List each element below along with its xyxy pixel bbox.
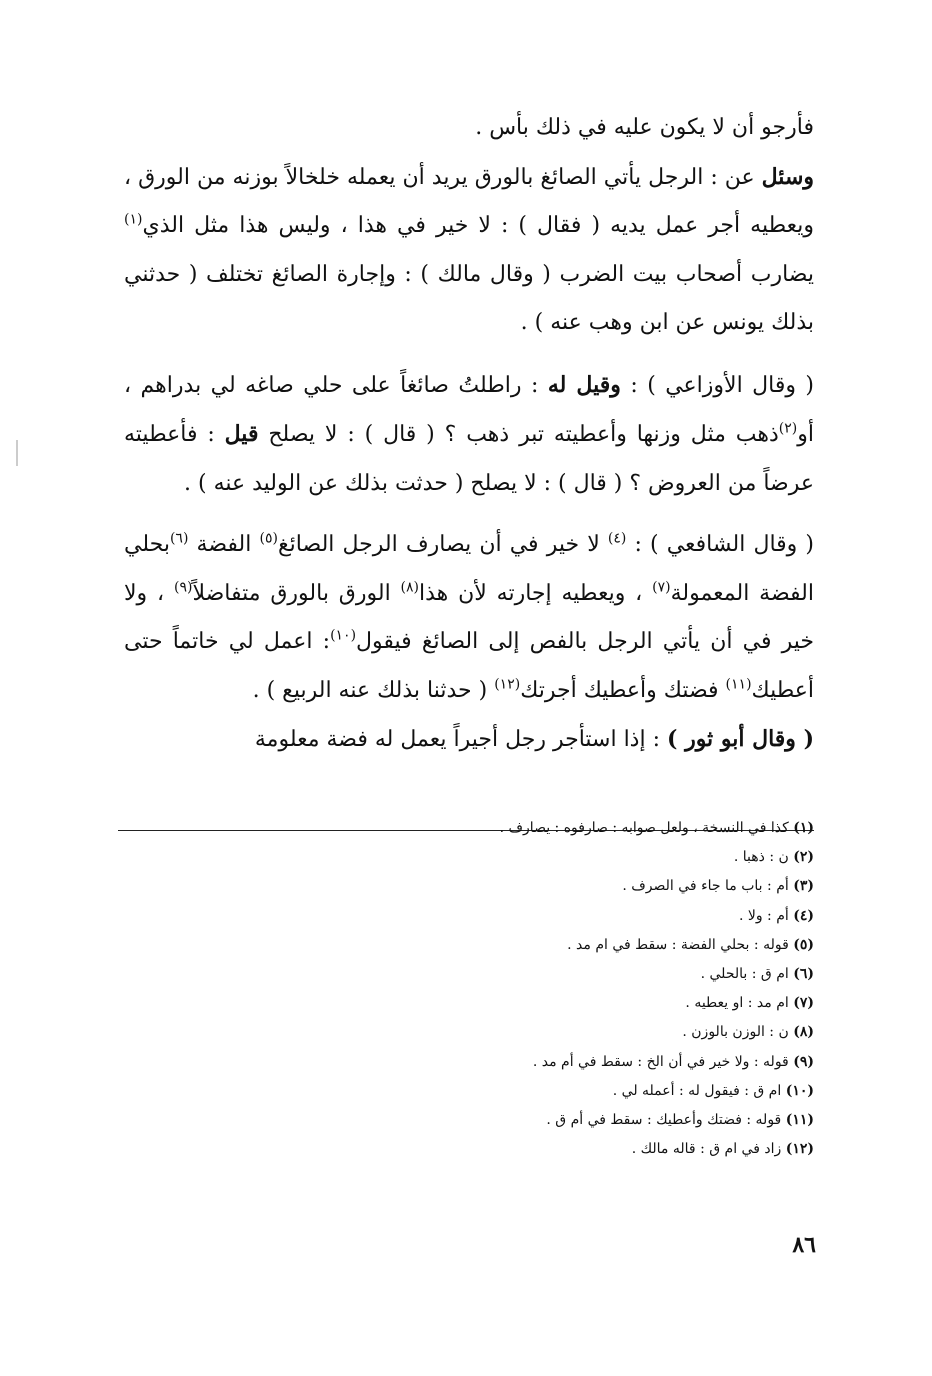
paragraph-gap — [124, 508, 814, 521]
text-run: : راطلتُ صائغاً على حلي صاغه لي بدراهم ، أو — [124, 372, 814, 447]
text-run: بحلي الفضة المعمولة — [124, 532, 814, 606]
footnote-item — [118, 902, 814, 931]
footnote-number: (٦) — [793, 966, 814, 983]
footnote-item — [118, 1077, 814, 1106]
text-run: ( حدثنا بذلك عنه الربيع ) . — [252, 677, 495, 703]
text-run: الفضة — [188, 532, 260, 557]
bold-text: وقيل له — [547, 371, 621, 398]
footnote-marker: (٨) — [400, 579, 419, 596]
footnote-text: ام ق : فيقول له : أعمله لي . — [612, 1082, 782, 1099]
footnote-text: ام مد : او يعطيه . — [685, 995, 789, 1012]
main-text — [124, 104, 814, 765]
text-run: : فأعطيته عرضاً من العروض ؟ ( قال ) : لا يصلح ( حدثت بذلك عن الوليد عنه ) . — [124, 422, 814, 496]
footnote-item — [118, 1106, 814, 1135]
footnote-marker: (١١) — [725, 676, 752, 693]
footnote-marker: (١٠) — [330, 627, 357, 644]
footnote-number: (٥) — [793, 936, 814, 953]
footnote-item — [118, 1048, 814, 1077]
footnote-text: كذا في النسخة ، ولعل صوابه : صارفوه : يصارف . — [499, 820, 789, 836]
footnote-number: (١٠) — [785, 1082, 814, 1099]
text-run: فأرجو أن لا يكون عليه في ذلك بأس . — [475, 115, 814, 140]
bold-text: وسئل — [761, 163, 814, 190]
footnote-text: زاد في ام ق : قاله مالك . — [631, 1141, 782, 1158]
footnote-item — [118, 1135, 814, 1164]
paragraph-p3 — [124, 361, 814, 509]
footnote-item — [118, 931, 814, 960]
text-run: عن : الرجل يأتي الصائغ بالورق يريد أن يعمله خلخالاً بوزنه من الورق ، ويعطيه أجر عمل يديه ( فقال ) : لا خير في هذا ، وليس هذا مثل الذي — [124, 164, 814, 238]
footnote-number: (٣) — [793, 878, 814, 895]
paragraph-gap — [124, 348, 814, 361]
footnote-marker: (٢) — [778, 420, 798, 437]
paragraph-p5 — [124, 715, 814, 765]
footnote-number: (٩) — [793, 1053, 814, 1070]
text-run: ( وقال الأوزاعي ) : — [620, 372, 815, 398]
footnote-item — [118, 960, 814, 989]
footnote-marker: (٦) — [169, 530, 189, 547]
bold-text: ( وقال أبو ثور ) — [667, 726, 814, 752]
footnote-text: ن : الوزن بالوزن . — [682, 1024, 789, 1041]
text-run: ، ولا خير في أن يأتي الرجل بالفص إلى الصائغ فيقول — [124, 580, 814, 654]
bold-text: قيل — [224, 421, 259, 447]
footnotes — [118, 814, 814, 1164]
text-run: : اعمل لي خاتماً حتى أعطيك — [124, 629, 814, 703]
footnote-text: أم : ولا . — [738, 907, 789, 924]
footnote-item — [118, 989, 814, 1018]
footnote-text: قوله : فضتك وأعطيك : سقط في أم ق . — [546, 1112, 782, 1129]
footnote-text: ن : ذهبا . — [733, 849, 789, 866]
text-run: ذهب مثل وزنها وأعطيته تبر ذهب ؟ ( قال ) : لا يصلح — [258, 422, 779, 447]
footnote-number: (٨) — [793, 1024, 814, 1041]
text-run: الورق بالورق متفاضلاً — [192, 580, 401, 606]
footnote-number: (١١) — [785, 1112, 814, 1129]
scan-mark — [16, 440, 18, 466]
footnote-text: أم : باب ما جاء في الصرف . — [622, 878, 789, 895]
text-run: فضتك وأعطيك أجرتك — [520, 677, 726, 703]
footnote-number: (٤) — [793, 907, 814, 924]
footnote-marker: (٤) — [607, 530, 627, 547]
footnote-number: (١٢) — [785, 1141, 814, 1158]
text-run: : إذا استأجر رجل أجيراً يعمل له فضة معلومة — [254, 727, 667, 752]
footnote-marker: (١) — [124, 211, 143, 228]
text-run: ( وقال الشافعي ) : — [626, 532, 814, 557]
footnote-number: (٢) — [793, 849, 814, 866]
text-run: ، ويعطيه إجارته لأن هذا — [419, 580, 653, 606]
footnote-text: ام ق : بالحلي . — [700, 966, 789, 983]
footnote-text: قوله : ولا خير في أن الخ : سقط في أم مد . — [532, 1053, 789, 1070]
footnote-marker: (٧) — [652, 579, 671, 596]
footnote-item — [118, 814, 814, 843]
footnote-text: قوله : بحلي الفضة : سقط في ام مد . — [567, 936, 789, 953]
page-number: ٨٦ — [792, 1232, 816, 1258]
footnote-marker: (٩) — [173, 579, 193, 596]
paragraph-p2 — [124, 153, 814, 348]
footnote-number: (١) — [793, 820, 814, 836]
footnote-number: (٧) — [793, 995, 814, 1012]
paragraph-p4 — [124, 521, 814, 715]
text-run: لا خير في أن يصارف الرجل الصائغ — [277, 532, 608, 557]
footnote-item — [118, 872, 814, 901]
footnote-marker: (٥) — [259, 530, 278, 547]
footnote-item — [118, 843, 814, 872]
footnote-marker: (١٢) — [494, 676, 521, 693]
paragraph-p1 — [124, 104, 814, 153]
footnote-item — [118, 1018, 814, 1047]
text-run: يضارب أصحاب بيت الضرب ( وقال مالك ) : وإجارة الصائغ تختلف ( حدثني بذلك يونس عن ابن وهب عنه ) . — [124, 261, 814, 335]
